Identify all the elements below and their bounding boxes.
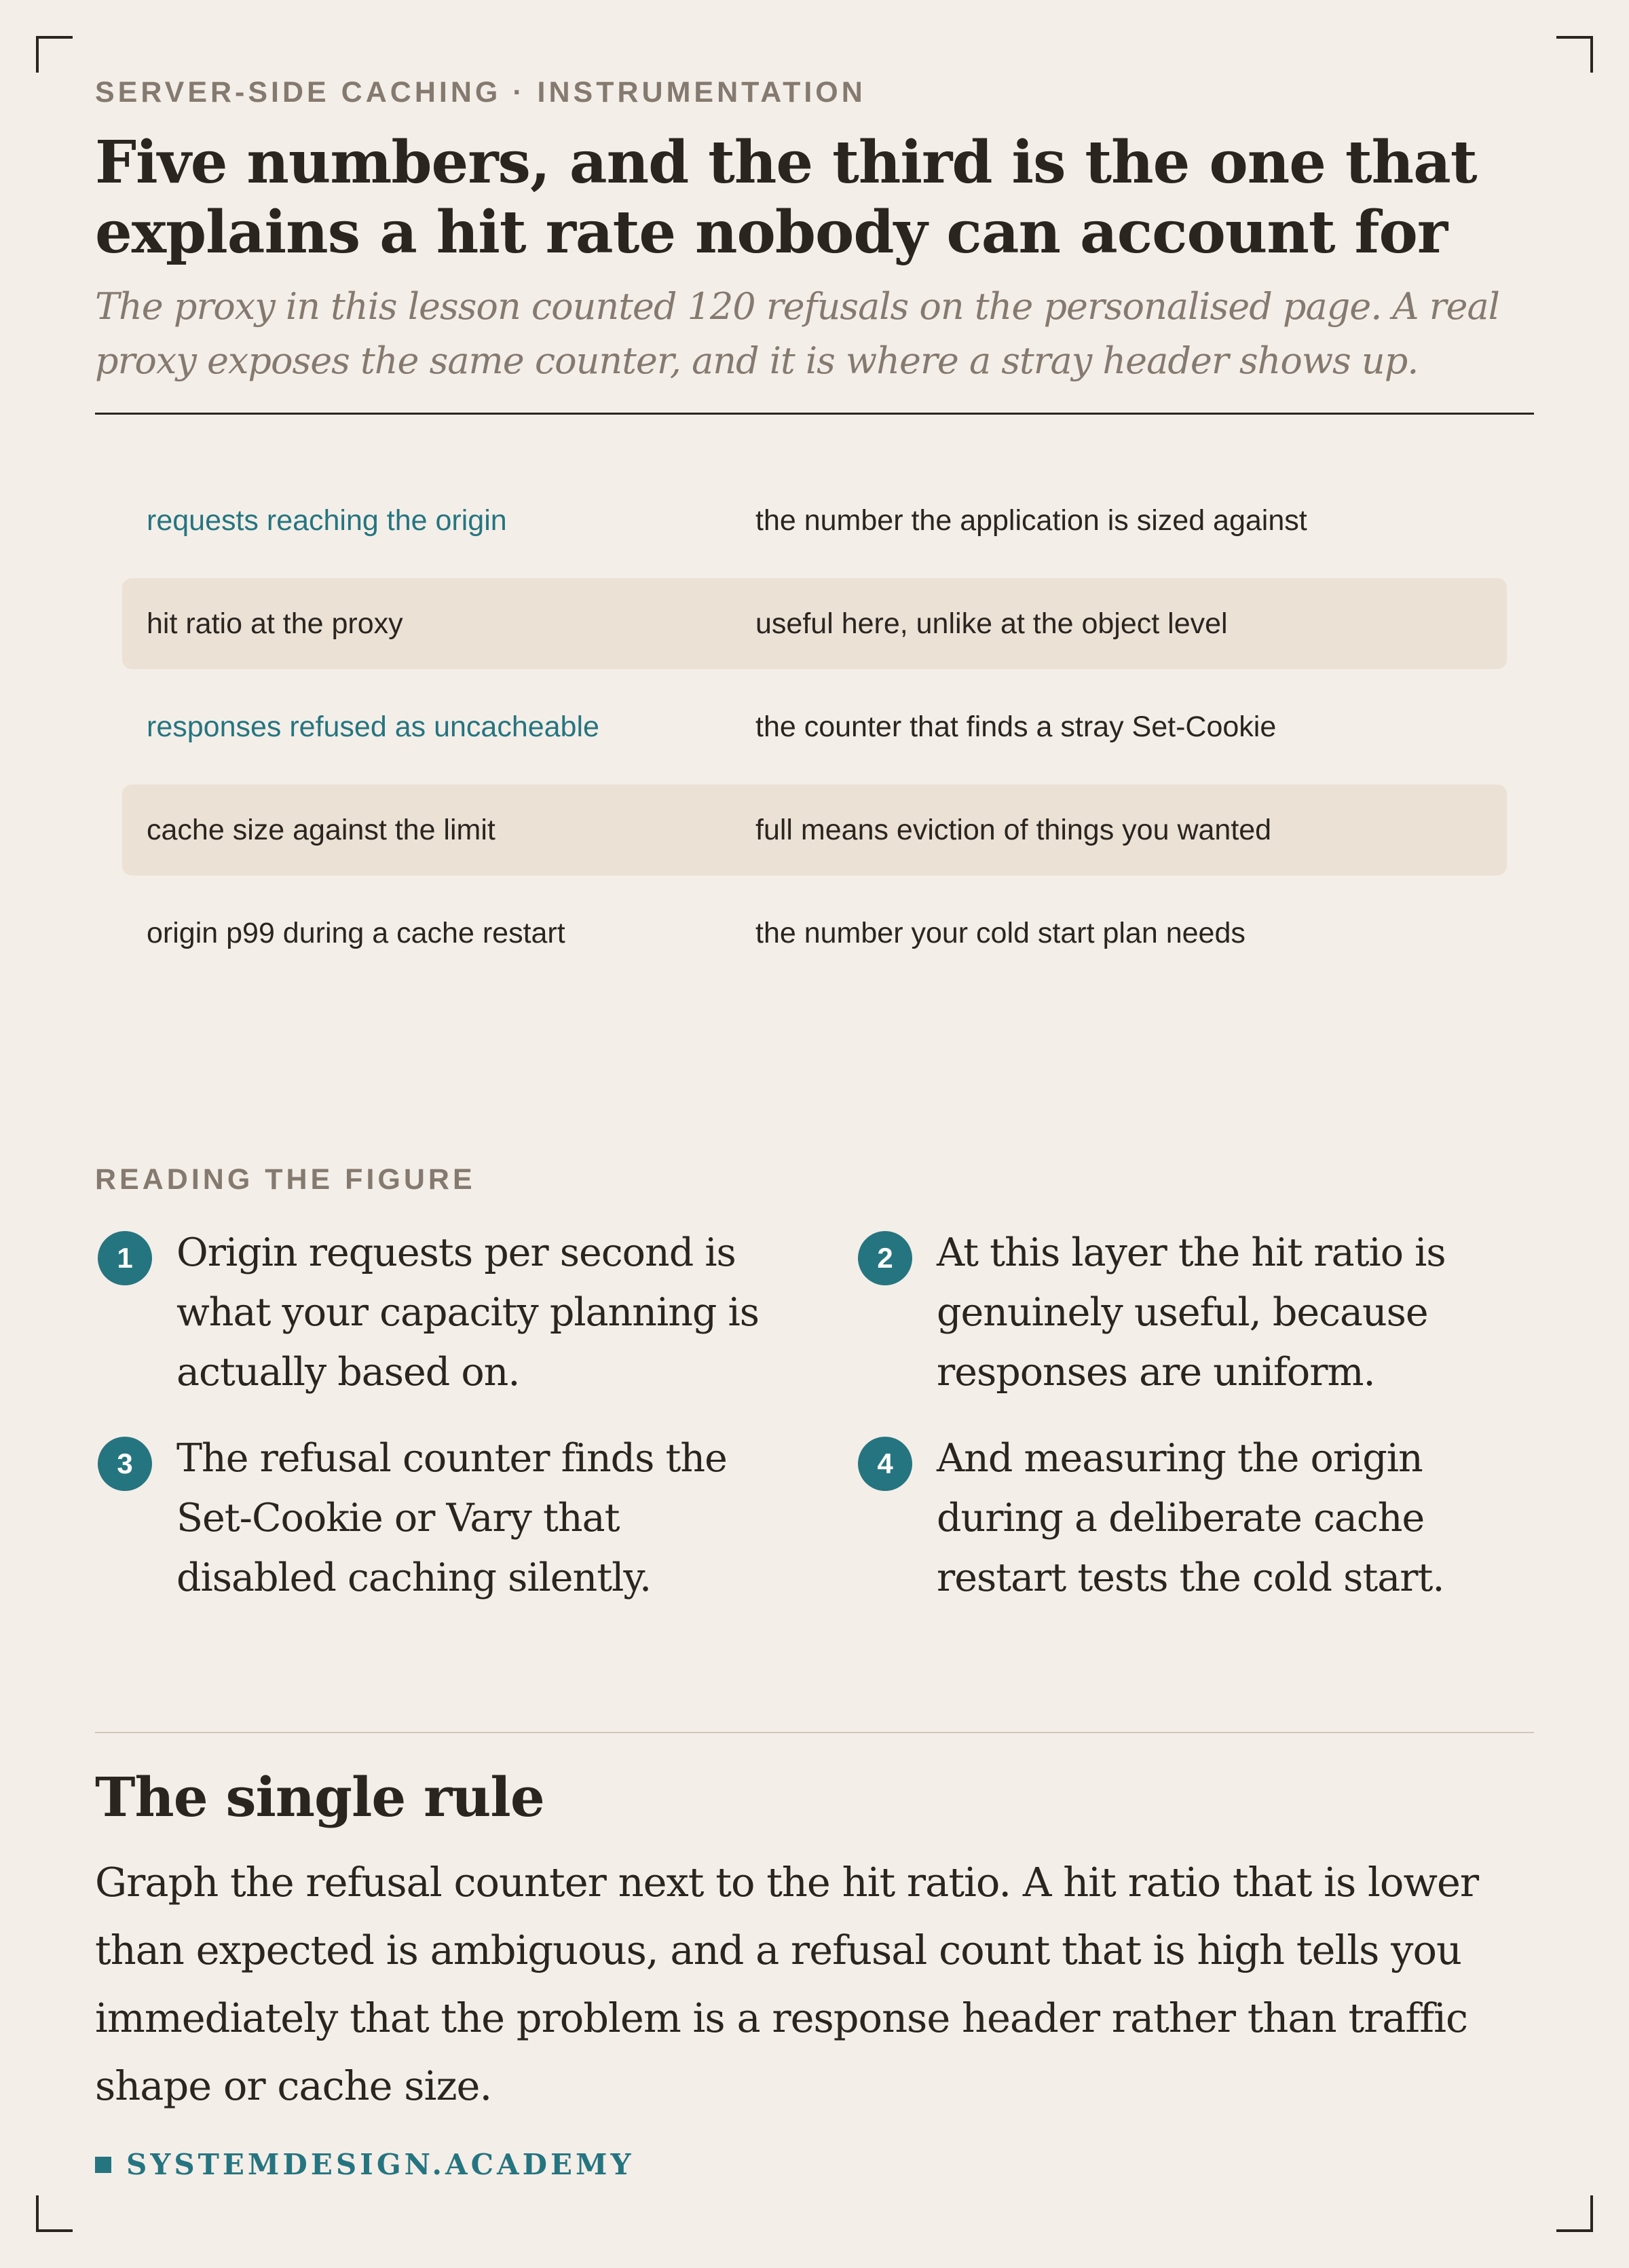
metric-name: responses refused as uncacheable — [147, 711, 599, 743]
metric-note: useful here, unlike at the object level — [755, 607, 1228, 640]
corner-mark-top-right — [1556, 36, 1593, 73]
corner-mark-bottom-right — [1556, 2195, 1593, 2232]
rule-heading: The single rule — [95, 1765, 544, 1829]
note-number-badge: 1 — [98, 1231, 152, 1285]
corner-mark-top-left — [36, 36, 73, 73]
metric-row-cache-size — [122, 785, 1507, 875]
page-title: Five numbers, and the third is the one that explains a hit rate nobody can account for — [95, 128, 1477, 267]
reading-section-label: READING THE FIGURE — [95, 1163, 476, 1196]
metric-note: the counter that finds a stray Set-Cookie — [755, 711, 1277, 743]
note-text: At this layer the hit ratio is genuinely useful, because responses are uniform. — [937, 1230, 1446, 1395]
note-number-badge: 2 — [858, 1231, 912, 1285]
metric-row-refusals — [122, 681, 1507, 772]
rule-divider — [95, 1732, 1534, 1733]
metric-row-origin-requests — [122, 475, 1507, 566]
metric-note: the number your cold start plan needs — [755, 917, 1246, 949]
note-number-badge: 4 — [858, 1437, 912, 1491]
metric-name: origin p99 during a cache restart — [147, 917, 565, 949]
metric-name: requests reaching the origin — [147, 504, 507, 537]
metric-name: cache size against the limit — [147, 814, 495, 846]
metric-row-hit-ratio — [122, 578, 1507, 669]
header-divider — [95, 413, 1534, 415]
rule-body: Graph the refusal counter next to the hit ratio. A hit ratio that is lower than expected is ambiguous, and a refusal count that is high tells you immediately that the problem is a response header rather than traffic shape or cache size. — [95, 1859, 1479, 2109]
metric-name: hit ratio at the proxy — [147, 607, 403, 640]
note-text: The refusal counter finds the Set-Cookie or Vary that disabled caching silently. — [176, 1436, 727, 1600]
metrics-table — [122, 475, 1507, 991]
note-text: And measuring the origin during a deliberate cache restart tests the cold start. — [937, 1436, 1444, 1600]
note-text: Origin requests per second is what your capacity planning is actually based on. — [176, 1230, 760, 1395]
page-subtitle: The proxy in this lesson counted 120 refusals on the personalised page. A real proxy exposes the same counter, and it is where a stray header shows up. — [95, 285, 1499, 382]
metric-row-origin-p99 — [122, 888, 1507, 979]
metric-note: full means eviction of things you wanted — [755, 814, 1272, 846]
brand-square-icon — [95, 2157, 111, 2173]
brand-name: SYSTEMDESIGN.ACADEMY — [126, 2148, 635, 2181]
metric-note: the number the application is sized against — [755, 504, 1307, 537]
note-number-badge: 3 — [98, 1437, 152, 1491]
corner-mark-bottom-left — [36, 2195, 73, 2232]
section-eyebrow: SERVER-SIDE CACHING · INSTRUMENTATION — [95, 76, 866, 109]
